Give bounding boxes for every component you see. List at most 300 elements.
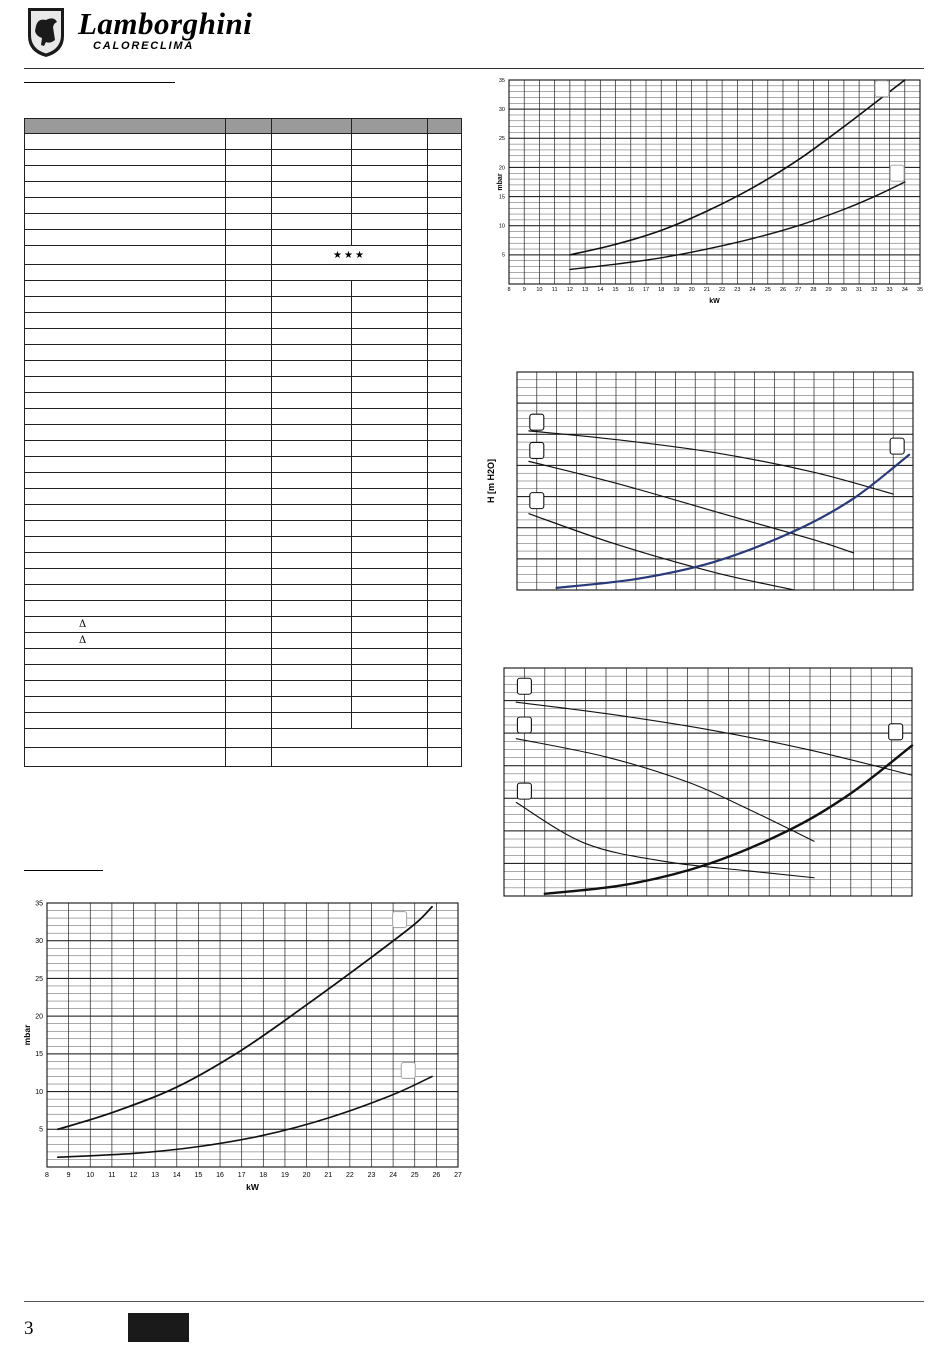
table-cell xyxy=(272,521,352,537)
table-cell xyxy=(226,134,272,150)
table-cell xyxy=(226,553,272,569)
y-tick-label: 20 xyxy=(35,1013,43,1021)
table-cell xyxy=(226,214,272,230)
table-cell xyxy=(352,665,428,681)
table-cell xyxy=(352,214,428,230)
y-axis-label: H [m H2O] xyxy=(486,458,496,504)
y-tick-label: 5 xyxy=(39,1126,43,1134)
table-cell xyxy=(272,150,352,166)
table-cell xyxy=(226,649,272,665)
table-cell xyxy=(272,198,352,214)
table-cell xyxy=(428,150,462,166)
table-row xyxy=(25,633,462,649)
x-tick-label: 19 xyxy=(673,287,680,293)
table-row xyxy=(25,585,462,601)
table-cell xyxy=(226,329,272,345)
gas-pressure-drop-chart-large xyxy=(494,76,926,308)
delta-symbol: Δ xyxy=(25,633,226,649)
table-cell xyxy=(25,729,226,748)
table-row xyxy=(25,329,462,345)
table-cell xyxy=(352,553,428,569)
table-cell xyxy=(352,505,428,521)
table-cell xyxy=(25,313,226,329)
curve-marker-box xyxy=(517,678,531,694)
x-tick-label: 26 xyxy=(779,287,787,293)
table-cell xyxy=(25,505,226,521)
table-cell xyxy=(226,457,272,473)
table-cell xyxy=(25,649,226,665)
table-cell xyxy=(226,281,272,297)
table-cell xyxy=(25,441,226,457)
table-cell xyxy=(428,198,462,214)
table-cell xyxy=(352,409,428,425)
table-cell xyxy=(272,230,352,246)
x-tick-label: 20 xyxy=(688,287,695,293)
table-cell xyxy=(352,697,428,713)
table-cell xyxy=(428,425,462,441)
table-cell xyxy=(226,198,272,214)
table-cell xyxy=(428,617,462,633)
technical-data-table xyxy=(24,118,461,767)
x-tick-label: 34 xyxy=(901,287,908,293)
y-tick-label: 35 xyxy=(35,900,43,908)
table-cell xyxy=(25,166,226,182)
table-cell xyxy=(272,473,352,489)
y-tick-label: 5 xyxy=(501,252,505,259)
series-line xyxy=(516,702,912,775)
x-tick-label: 18 xyxy=(259,1172,268,1179)
table-cell xyxy=(272,489,352,505)
table-cell xyxy=(272,345,352,361)
x-tick-label: 20 xyxy=(302,1172,311,1179)
table-cell xyxy=(25,585,226,601)
table-cell xyxy=(352,649,428,665)
table-cell xyxy=(25,297,226,313)
table-cell xyxy=(226,537,272,553)
table-cell xyxy=(428,748,462,767)
table-cell xyxy=(352,585,428,601)
table-cell xyxy=(226,665,272,681)
y-tick-label: 35 xyxy=(498,77,505,84)
table-cell xyxy=(25,409,226,425)
bull-shield-emblem-icon xyxy=(24,6,68,58)
table-cell xyxy=(428,505,462,521)
table-cell xyxy=(428,361,462,377)
table-cell xyxy=(428,393,462,409)
table-cell xyxy=(226,409,272,425)
y-tick-label: 10 xyxy=(35,1088,43,1096)
y-tick-label: 30 xyxy=(35,938,43,946)
x-tick-label: 22 xyxy=(345,1172,354,1179)
table-cell xyxy=(226,748,272,767)
x-tick-label: 23 xyxy=(734,287,741,293)
table-cell xyxy=(428,697,462,713)
curve-marker-box xyxy=(401,1062,415,1078)
table-cell xyxy=(272,505,352,521)
table-cell xyxy=(226,297,272,313)
table-cell xyxy=(428,601,462,617)
table-cell xyxy=(352,377,428,393)
table-cell xyxy=(25,601,226,617)
table-cell xyxy=(226,585,272,601)
table-cell xyxy=(272,329,352,345)
table-cell xyxy=(272,457,352,473)
table-cell xyxy=(428,313,462,329)
table-cell xyxy=(226,521,272,537)
table-row xyxy=(25,265,462,281)
x-tick-label: 31 xyxy=(856,287,863,293)
table-cell xyxy=(226,345,272,361)
table-cell xyxy=(226,361,272,377)
table-cell xyxy=(352,150,428,166)
table-cell xyxy=(25,246,226,265)
table-cell xyxy=(352,681,428,697)
table-cell xyxy=(428,713,462,729)
table-cell xyxy=(352,441,428,457)
table-cell xyxy=(352,345,428,361)
pump-head-chart-2 xyxy=(494,664,916,900)
table-row xyxy=(25,473,462,489)
x-tick-label: 15 xyxy=(194,1172,203,1179)
table-cell xyxy=(272,134,352,150)
x-tick-label: 26 xyxy=(432,1172,441,1179)
table-cell xyxy=(25,393,226,409)
table-cell xyxy=(272,182,352,198)
table-cell xyxy=(428,633,462,649)
table-cell xyxy=(25,713,226,729)
table-cell xyxy=(226,729,272,748)
brand-name: Lamborghini xyxy=(78,6,253,41)
table-cell xyxy=(272,409,352,425)
table-cell xyxy=(25,198,226,214)
table-cell xyxy=(226,617,272,633)
table-cell xyxy=(25,281,226,297)
x-tick-label: 21 xyxy=(324,1172,333,1179)
x-tick-label: 18 xyxy=(658,287,665,293)
table-cell xyxy=(352,521,428,537)
table-cell xyxy=(272,617,352,633)
table-cell xyxy=(25,329,226,345)
star-rating: ★★★ xyxy=(272,246,428,265)
x-tick-label: 15 xyxy=(612,287,619,293)
table-cell xyxy=(226,230,272,246)
table-row xyxy=(25,425,462,441)
language-tab xyxy=(128,1313,189,1342)
x-tick-label: 14 xyxy=(172,1172,181,1179)
table-cell xyxy=(428,214,462,230)
table-cell xyxy=(352,393,428,409)
table-cell xyxy=(272,281,352,297)
x-tick-label: 21 xyxy=(703,287,710,293)
gas-pressure-drop-chart-small xyxy=(20,896,466,1202)
x-tick-label: 17 xyxy=(642,287,650,293)
table-cell xyxy=(272,441,352,457)
table-row xyxy=(25,713,462,729)
table-cell xyxy=(25,345,226,361)
table-cell xyxy=(428,649,462,665)
table-row xyxy=(25,441,462,457)
x-tick-label: 9 xyxy=(66,1172,71,1179)
x-tick-label: 35 xyxy=(916,287,924,293)
table-row xyxy=(25,198,462,214)
table-cell xyxy=(25,665,226,681)
x-tick-label: 24 xyxy=(749,287,756,293)
table-cell xyxy=(25,473,226,489)
plot-frame xyxy=(47,903,458,1167)
table-cell xyxy=(226,119,272,134)
table-cell xyxy=(352,617,428,633)
table-row xyxy=(25,313,462,329)
x-tick-label: 27 xyxy=(795,287,802,293)
table-cell xyxy=(226,441,272,457)
y-tick-label: 15 xyxy=(35,1051,43,1059)
table-row xyxy=(25,119,462,134)
series-line xyxy=(529,431,893,494)
table-row xyxy=(25,537,462,553)
table-cell xyxy=(428,182,462,198)
table-row xyxy=(25,281,462,297)
table-row xyxy=(25,665,462,681)
x-tick-label: 23 xyxy=(367,1172,376,1179)
table-row xyxy=(25,377,462,393)
table-cell xyxy=(428,521,462,537)
table-cell xyxy=(352,713,428,729)
table-cell xyxy=(272,377,352,393)
table-cell xyxy=(226,377,272,393)
header-divider xyxy=(24,68,924,69)
x-tick-label: 28 xyxy=(810,287,817,293)
table-cell xyxy=(25,537,226,553)
table-cell xyxy=(272,748,428,767)
table-row xyxy=(25,345,462,361)
table-cell xyxy=(272,553,352,569)
x-tick-label: 27 xyxy=(454,1172,462,1179)
table-cell xyxy=(272,729,428,748)
brand-subtitle: CALORECLIMA xyxy=(93,40,195,52)
x-tick-label: 10 xyxy=(86,1172,95,1179)
table-cell xyxy=(352,182,428,198)
x-tick-label: 29 xyxy=(825,287,832,293)
table-row xyxy=(25,297,462,313)
pump-head-chart-1 xyxy=(484,366,916,592)
table-cell xyxy=(272,569,352,585)
table-cell xyxy=(272,393,352,409)
y-tick-label: 25 xyxy=(35,975,43,983)
x-tick-label: 13 xyxy=(582,287,589,293)
table-cell xyxy=(226,697,272,713)
table-row xyxy=(25,681,462,697)
table-row xyxy=(25,601,462,617)
table-row xyxy=(25,182,462,198)
table-cell xyxy=(428,441,462,457)
table-cell xyxy=(352,425,428,441)
table-row xyxy=(25,134,462,150)
table-cell xyxy=(272,297,352,313)
table-cell xyxy=(226,713,272,729)
table-cell xyxy=(226,150,272,166)
table-cell xyxy=(25,134,226,150)
table-cell xyxy=(428,297,462,313)
x-axis-label: kW xyxy=(246,1182,259,1192)
table-cell xyxy=(272,681,352,697)
x-tick-label: 11 xyxy=(551,287,558,293)
x-tick-label: 22 xyxy=(719,287,726,293)
table-row xyxy=(25,729,462,748)
x-tick-label: 10 xyxy=(536,287,543,293)
table-cell xyxy=(428,569,462,585)
table-cell xyxy=(25,230,226,246)
table-row xyxy=(25,457,462,473)
table-cell xyxy=(352,537,428,553)
table-row xyxy=(25,649,462,665)
table-cell xyxy=(428,166,462,182)
table-cell xyxy=(428,409,462,425)
table-cell xyxy=(25,182,226,198)
page-number: 3 xyxy=(24,1318,34,1339)
curve-marker-box xyxy=(889,724,903,740)
table-cell xyxy=(226,246,272,265)
series-line xyxy=(557,455,909,588)
table-cell xyxy=(25,361,226,377)
table-cell xyxy=(352,361,428,377)
x-tick-label: 14 xyxy=(597,287,604,293)
table-cell xyxy=(25,377,226,393)
table-cell xyxy=(226,681,272,697)
series-line xyxy=(529,461,854,553)
table-cell xyxy=(25,119,226,134)
delta-symbol: Δ xyxy=(25,617,226,633)
table-cell xyxy=(226,166,272,182)
x-tick-label: 12 xyxy=(129,1172,138,1179)
curve-marker-box xyxy=(530,442,544,458)
table-cell xyxy=(25,748,226,767)
table-cell xyxy=(428,681,462,697)
table-cell xyxy=(272,601,352,617)
plot-frame xyxy=(509,80,920,284)
curve-marker-box xyxy=(517,783,531,799)
x-tick-label: 25 xyxy=(410,1172,419,1179)
y-tick-label: 30 xyxy=(498,106,505,113)
table-cell xyxy=(352,569,428,585)
table-row xyxy=(25,553,462,569)
table-cell xyxy=(272,537,352,553)
table-row xyxy=(25,748,462,767)
x-tick-label: 17 xyxy=(237,1172,246,1179)
table-cell xyxy=(352,457,428,473)
table-cell xyxy=(226,393,272,409)
x-tick-label: 32 xyxy=(871,287,878,293)
table-cell xyxy=(428,134,462,150)
table-cell xyxy=(25,697,226,713)
table-cell xyxy=(352,473,428,489)
curve-marker-box xyxy=(890,438,904,454)
table-cell xyxy=(352,166,428,182)
table-row xyxy=(25,409,462,425)
x-axis-label: kW xyxy=(709,298,720,305)
table-cell xyxy=(226,473,272,489)
table-row xyxy=(25,150,462,166)
table-row xyxy=(25,393,462,409)
table-cell xyxy=(272,214,352,230)
curve-marker-box xyxy=(393,912,407,928)
table-cell xyxy=(428,473,462,489)
table-row xyxy=(25,246,462,265)
x-tick-label: 33 xyxy=(886,287,893,293)
table-cell xyxy=(352,633,428,649)
table-cell xyxy=(272,665,352,681)
table-row xyxy=(25,214,462,230)
table-cell xyxy=(272,313,352,329)
table-cell xyxy=(428,377,462,393)
section-underline-top xyxy=(24,82,175,83)
y-tick-label: 25 xyxy=(498,136,505,143)
y-axis-label: mbar xyxy=(497,173,504,191)
curve-marker-box xyxy=(530,493,544,509)
table-row xyxy=(25,521,462,537)
x-tick-label: 11 xyxy=(108,1172,116,1179)
table-cell xyxy=(428,553,462,569)
table-cell xyxy=(226,182,272,198)
table-cell xyxy=(428,119,462,134)
curve-marker-box xyxy=(530,414,544,430)
x-tick-label: 16 xyxy=(627,287,634,293)
table-cell xyxy=(25,521,226,537)
table-cell xyxy=(428,246,462,265)
table-cell xyxy=(272,649,352,665)
table-cell xyxy=(428,537,462,553)
series-line xyxy=(58,1076,432,1157)
table-row xyxy=(25,505,462,521)
y-tick-label: 20 xyxy=(498,165,505,172)
table-cell xyxy=(272,697,352,713)
table-cell xyxy=(272,119,352,134)
x-tick-label: 24 xyxy=(389,1172,398,1179)
x-tick-label: 19 xyxy=(281,1172,289,1179)
table-cell xyxy=(25,489,226,505)
table-cell xyxy=(428,665,462,681)
table-cell xyxy=(226,601,272,617)
table-cell xyxy=(352,601,428,617)
table-row xyxy=(25,489,462,505)
table-cell xyxy=(428,345,462,361)
table-cell xyxy=(272,166,352,182)
table-cell xyxy=(226,505,272,521)
series-line xyxy=(58,907,432,1130)
table-cell xyxy=(428,329,462,345)
x-tick-label: 16 xyxy=(216,1172,224,1179)
table-cell xyxy=(272,361,352,377)
table-cell xyxy=(25,150,226,166)
x-tick-label: 30 xyxy=(840,287,847,293)
table-row xyxy=(25,361,462,377)
table-cell xyxy=(428,489,462,505)
x-tick-label: 13 xyxy=(151,1172,160,1179)
table-cell xyxy=(25,425,226,441)
table-cell xyxy=(272,585,352,601)
x-tick-label: 12 xyxy=(566,287,573,293)
table-cell xyxy=(352,134,428,150)
table-cell xyxy=(272,713,352,729)
y-tick-label: 10 xyxy=(498,223,505,230)
table-cell xyxy=(25,681,226,697)
table-cell xyxy=(428,230,462,246)
table-cell xyxy=(352,329,428,345)
table-cell xyxy=(272,633,352,649)
table-cell xyxy=(25,569,226,585)
table-cell xyxy=(428,585,462,601)
table-cell xyxy=(428,281,462,297)
x-tick-label: 8 xyxy=(45,1172,49,1179)
